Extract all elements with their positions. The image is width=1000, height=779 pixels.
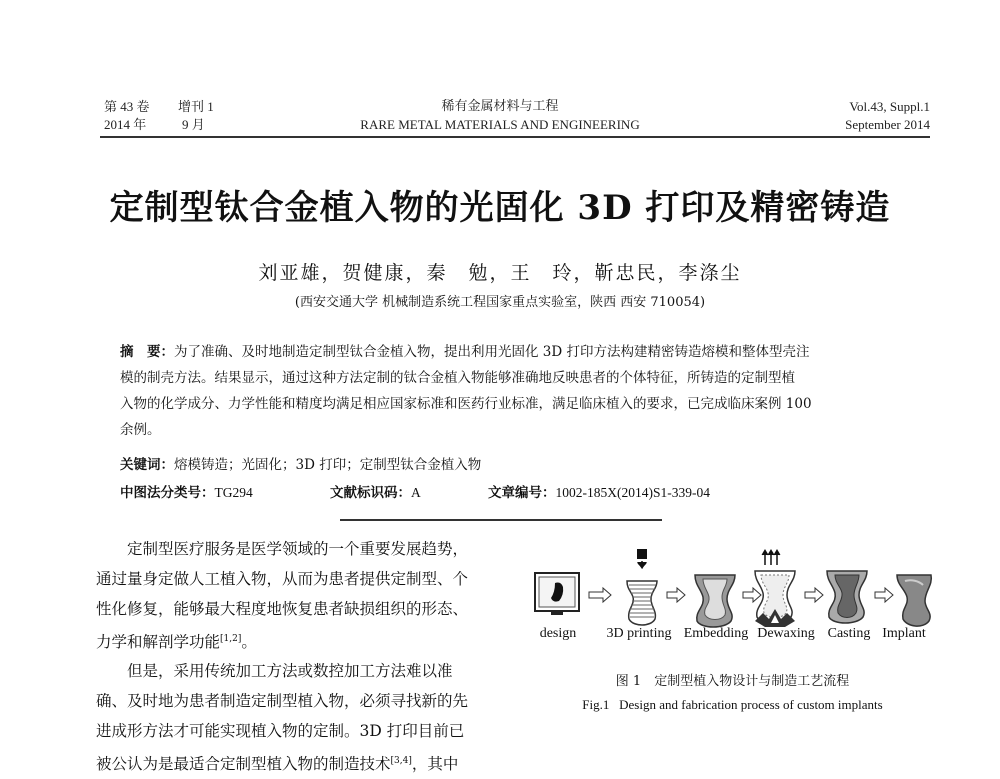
section-divider [340,519,662,521]
step-label-3d-printing: 3D printing [606,626,672,641]
abstract-line-3: 入物的化学成分、力学性能和精度均满足相应国家标准和医药行业标准，满足临床植入的要求，已完成临床案例 100 [120,396,812,412]
step-label-embedding: Embedding [683,626,749,641]
header-volume: 第 43 卷 [104,99,150,114]
body-paragraph-2: 但是，采用传统加工方法或数控加工方法难以准 确、及时地为患者制造定制型植入物，必须寻找新的先 进成形方法才可能实现植入物的定制。3D 打印目前已 被公认为是最适合定制型植入物的制造技术[3,4]，其中 [96,662,469,774]
step-label-design: design [539,626,577,641]
clc-number: 中图法分类号：TG294 [120,485,253,501]
process-figure [525,545,940,635]
casting-icon [827,571,867,623]
citation: [1,2] [220,634,242,644]
dewaxing-icon [755,550,795,627]
header-rule [100,136,930,138]
figure-caption-en: Fig.1 Design and fabrication process of custom implants [582,697,883,712]
header-date-en: September 2014 [845,117,930,132]
authors: 刘亚雄，贺健康，秦 勉，王 玲，靳忠民，李涤尘 [258,262,742,284]
process-diagram [525,545,940,635]
header-supplement: 增刊 1 [178,99,214,114]
step-label-casting: Casting [827,626,871,641]
abstract [120,339,880,443]
printing-icon [627,549,657,625]
header-month: 9 月 [182,117,205,132]
step-label-implant: Implant [882,626,926,641]
abstract-label: 摘 要： [120,344,174,360]
journal-title-en: RARE METAL MATERIALS AND ENGINEERING [360,117,640,132]
step-label-dewaxing: Dewaxing [757,626,815,641]
affiliation: (西安交通大学 机械制造系统工程国家重点实验室，陕西 西安 710054) [294,295,706,310]
abstract-line-4: 余例。 [120,422,161,438]
body-paragraph-1: 定制型医疗服务是医学领域的一个重要发展趋势， 通过量身定做人工植入物，从而为患者提供定制型、个 性化修复，能够最大程度地恢复患者缺损组织的形态、 力学和解剖学功能[1,2]。 [96,540,469,652]
paper-title: 定制型钛合金植入物的光固化 3D 打印及精密铸造 [109,188,891,228]
implant-icon [897,575,931,626]
abstract-line-2: 模的制壳方法。结果显示，通过这种方法定制的钛合金植入物能够准确地反映患者的个体特征，所铸造的定制型植 [120,370,795,386]
header-vol-en: Vol.43, Suppl.1 [849,99,930,114]
abstract-line-1: 摘 要：为了准确、及时地制造定制型钛合金植入物，提出利用光固化 3D 打印方法构建精密铸造熔模和整体型壳注 [120,344,810,360]
journal-title-cn: 稀有金属材料与工程 [441,99,559,114]
keywords [120,453,481,473]
document-code: 文献标识码：A [330,485,421,501]
keywords-text: 熔模铸造；光固化；3D 打印；定制型钛合金植入物 [174,457,482,473]
keywords-label: 关键词： [120,457,174,473]
citation: [3,4] [390,756,412,766]
embedding-icon [695,575,735,627]
figure-caption-cn: 图 1 定制型植入物设计与制造工艺流程 [615,674,850,689]
header-year: 2014 年 [104,117,147,132]
monitor-icon [535,573,579,615]
article-number: 文章编号：1002-185X(2014)S1-339-04 [488,485,710,501]
